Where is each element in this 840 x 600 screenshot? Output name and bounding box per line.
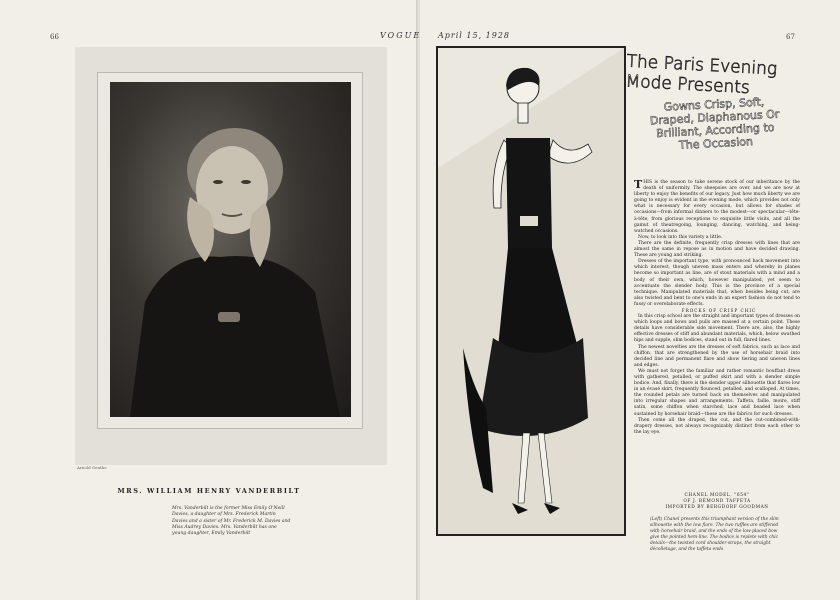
model-line-2: OF J. BÉMOND TAFFETA	[683, 499, 751, 504]
article-paragraph: Now, to look into this variety a little.	[638, 234, 723, 240]
model-line-1: CHANEL MODEL, "654"	[684, 493, 750, 498]
running-head-vogue: VOGUE	[380, 31, 422, 40]
model-line-3: IMPORTED BY BERGDORF GOODMAN	[665, 505, 769, 510]
article-paragraph: There are the definite, frequently crisp dresses with lines that are almost the same in repose as in motion and have decided drawing. These are young and striking.	[634, 240, 800, 259]
page-number-left: 66	[50, 33, 59, 41]
dress-illustration	[438, 48, 624, 534]
section-subhead: FROCKS OF CRISP CHIC	[681, 307, 757, 313]
article-body	[634, 180, 800, 436]
portrait-photo	[110, 82, 351, 417]
fashion-illustration	[436, 46, 626, 536]
drop-cap: T	[634, 178, 643, 191]
model-credit	[634, 493, 800, 511]
model-caption: (Left) Chanel presents this triumphant version of the slim silhouette with the low flare. The two ruffles are stiffened with horsehair braid, and the ends of the low-placed bow give the pointed hem-line. The bodice is replete with chic details—the twisted cord shoulder-straps, the straight décolletage, and the taffeta ends	[650, 517, 779, 552]
running-head-date: April 15, 1928	[438, 31, 511, 40]
article-headline: The Paris Evening Mode Presents	[625, 51, 778, 99]
article-paragraph: Then come all the draped, the cut, and the cut-combined-with-drapery dresses, not always recognizably distinct from each other to the lay eye.	[634, 417, 800, 435]
article-paragraph: The newest novelties are the dresses of soft fabrics, such as lace and chiffon, that are strengthened by the use of horsehair braid into decided line and permanent flare and show tiering and uneven lines and edges.	[634, 344, 800, 368]
left-page	[0, 0, 418, 600]
article-paragraph: Dresses of the important type, with pronounced back movement into which interest, though uneven mass enters and whereby in planes become so important as line, are of stout materials with a mind and a body of their own, which, however manipulated, yet seem to accentuate the slender body. This is the province of a special technique. Manipulated materials that, when besides being cut, are also twisted and bent to one's ends in an expert fashion do not tend to fussy or overelaborate effects.	[634, 259, 800, 307]
photo-credit: Arnold Genthe	[77, 465, 107, 470]
article-paragraph: We must not forget the familiar and rather romantic bouffant dress with gathered, petalled, or puffed skirt and with a slender simple bodice. And, finally, there is the slender upper silhouette that flares low in an évasé skirt, frequently flounced, petalled, and scalloped. At times, the rounded petals are turned back on themselves and manipulated into irregular shapes and arrangements. Taffeta, faille, moire, stiff satin, some chiffon when starched, lace and beaded lace when sustained by horsehair braid—these are the fabrics for such dresses.	[634, 368, 800, 417]
article-subheadline: Gowns Crisp, Soft, Draped, Diaphanous Or Brilliant, According to The Occasion	[649, 95, 780, 152]
article-paragraph: In this crisp school are the straight and important types of dresses on which loops and bows and pulls are massed at a certain point. These details have considerable side movement. There are, also, the highly effective dresses of stiff and abundant materials, which, below swathed hips and supple, slim bodices, stand out in full, flared lines.	[634, 314, 800, 344]
article-paragraph	[634, 180, 800, 235]
caption-body: Mrs. Vanderbilt is the former Miss Emily O'Neill Davies, a daughter of Mrs. Frederick Martin Davies and a sister of Mr. Frederick M. Davies and Miss Audrey Davies. Mrs. Vanderbilt has one young daughter, Emily Vanderbilt	[172, 506, 291, 537]
caption-title: MRS. WILLIAM HENRY VANDERBILT	[117, 487, 301, 495]
page-number-right: 67	[786, 33, 795, 41]
portrait-illustration	[110, 82, 351, 417]
paragraph-text: HIS is the season to take serene stock of our inheritance by the death of uniformity. The sheepsies are over, and we are now at liberty to enjoy the benefits of our legacy. Just how much liberty we are going to enjoy is evident in the evening mode, which provides not only what is necessary for every occasion, but allows for shades of occasions—from informal dinners to the modest—or spectacular—tête-à-tête, from glorious receptions to exquisite little visits, and all the gamut of theatregoing, lounging, dancing, watching, and being-watched occasions.	[634, 180, 800, 234]
